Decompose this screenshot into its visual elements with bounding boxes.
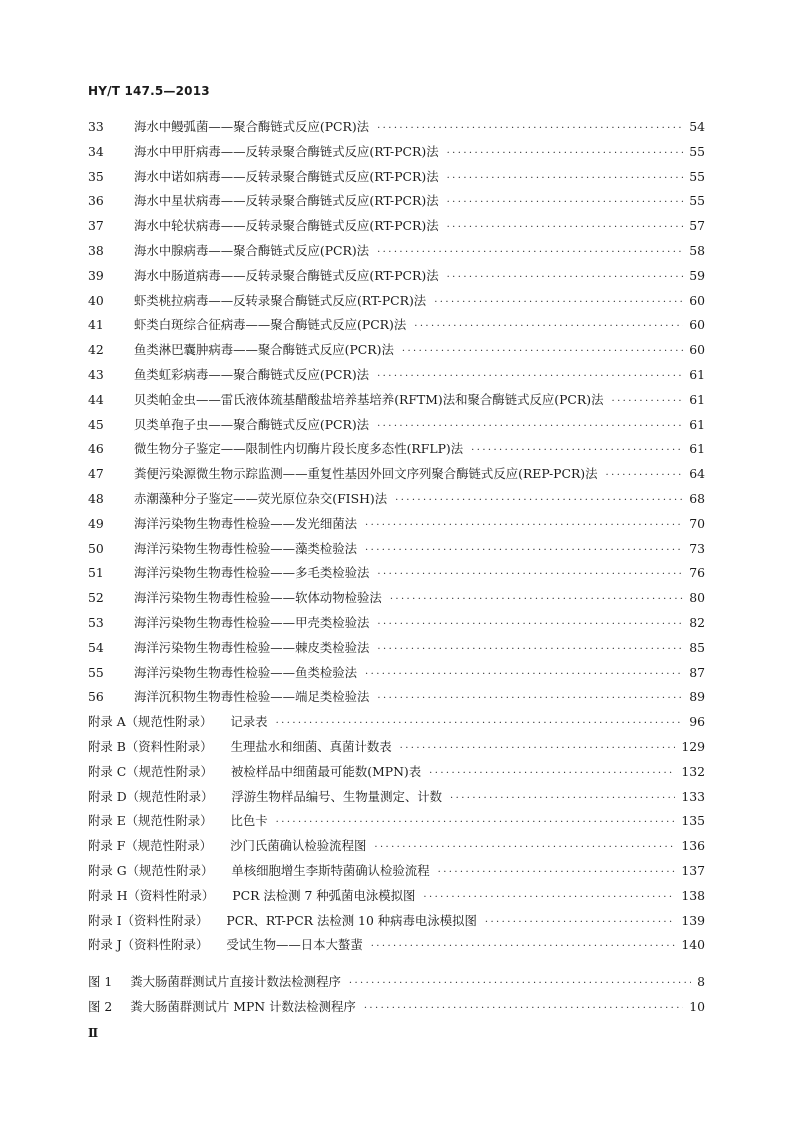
- entry-label: 图 2: [88, 998, 113, 1014]
- leader-dots: [377, 569, 683, 580]
- entry-page: 137: [681, 862, 705, 878]
- leader-dots: [471, 445, 683, 456]
- toc-entry[interactable]: [88, 464, 705, 489]
- entry-page: 96: [689, 714, 705, 730]
- leader-dots: [276, 718, 684, 729]
- entry-title: 记录表: [230, 714, 268, 730]
- entry-number: 46: [88, 441, 104, 457]
- entry-number: 35: [88, 168, 104, 184]
- toc-entry[interactable]: [88, 439, 705, 464]
- toc-entry[interactable]: [88, 216, 705, 241]
- entry-label: 附录 J（资料性附录）: [88, 937, 209, 953]
- entry-page: 54: [689, 119, 705, 134]
- entry-page: 138: [681, 887, 705, 903]
- entry-title: 海水中星状病毒——反转录聚合酶链式反应(RT-PCR)法: [134, 193, 439, 209]
- entry-title: 海洋污染物生物毒性检验——藻类检验法: [134, 540, 358, 556]
- entry-page: 57: [689, 218, 705, 234]
- entry-page: 136: [681, 838, 705, 854]
- entry-label: 附录 D（规范性附录）: [88, 788, 214, 804]
- entry-title: 贝类单孢子虫——聚合酶链式反应(PCR)法: [134, 416, 370, 432]
- entry-number: 37: [88, 218, 104, 234]
- toc-entry[interactable]: [88, 539, 705, 564]
- entry-title: 比色卡: [230, 813, 268, 829]
- document-code: HY/T 147.5—2013: [88, 84, 210, 98]
- entry-title: 赤潮藻种分子鉴定——荧光原位杂交(FISH)法: [134, 490, 388, 506]
- toc-entry[interactable]: [88, 663, 705, 688]
- entry-title: 海洋污染物生物毒性检验——棘皮类检验法: [134, 639, 370, 655]
- toc-entry[interactable]: [88, 415, 705, 440]
- entry-number: 49: [88, 515, 104, 531]
- toc-entry[interactable]: [88, 972, 705, 997]
- entry-page: 140: [681, 937, 705, 953]
- leader-dots: [377, 247, 683, 258]
- toc-entry[interactable]: [88, 935, 705, 960]
- entry-title: 被检样品中细菌最可能数(MPN)表: [230, 763, 422, 779]
- entry-number: 41: [88, 317, 104, 333]
- entry-number: 42: [88, 342, 104, 358]
- entry-title: 鱼类虹彩病毒——聚合酶链式反应(PCR)法: [134, 366, 370, 382]
- toc-entry[interactable]: [88, 811, 705, 836]
- toc-entry[interactable]: [88, 191, 705, 216]
- entry-page: 61: [689, 416, 705, 432]
- toc-entry[interactable]: [88, 638, 705, 663]
- entry-number: 47: [88, 466, 104, 482]
- entry-page: 133: [681, 788, 705, 804]
- entry-title: 浮游生物样品编号、生物量测定、计数: [231, 788, 443, 804]
- entry-page: 55: [689, 168, 705, 184]
- leader-dots: [349, 978, 691, 989]
- leader-dots: [447, 222, 684, 233]
- leader-dots: [400, 743, 676, 754]
- table-of-contents: [88, 117, 705, 1022]
- toc-entry[interactable]: [88, 613, 705, 638]
- entry-number: 38: [88, 242, 104, 258]
- toc-entry[interactable]: [88, 514, 705, 539]
- entry-page: 59: [689, 267, 705, 283]
- leader-dots: [423, 892, 675, 903]
- entry-page: 73: [689, 540, 705, 556]
- entry-page: 87: [689, 664, 705, 680]
- entry-title: 贝类帕金虫——雷氏液体巯基醋酸盐培养基培养(RFTM)法和聚合酶链式反应(PCR)法: [134, 391, 604, 407]
- toc-entry[interactable]: [88, 340, 705, 365]
- entry-page: 58: [689, 242, 705, 258]
- leader-dots: [485, 917, 675, 928]
- toc-entry[interactable]: [88, 117, 705, 142]
- entry-page: 61: [689, 366, 705, 382]
- entry-label: 附录 B（资料性附录）: [88, 738, 213, 754]
- leader-dots: [371, 941, 676, 952]
- entry-number: 40: [88, 292, 104, 308]
- toc-entry[interactable]: [88, 588, 705, 613]
- toc-entry[interactable]: [88, 911, 705, 936]
- entry-page: 55: [689, 193, 705, 209]
- entry-page: 80: [689, 590, 705, 606]
- section-gap: [88, 960, 705, 972]
- entry-title: 海水中诺如病毒——反转录聚合酶链式反应(RT-PCR)法: [134, 168, 439, 184]
- entry-title: 海水中轮状病毒——反转录聚合酶链式反应(RT-PCR)法: [134, 218, 439, 234]
- entry-label: 附录 I（资料性附录）: [88, 912, 209, 928]
- entry-title: 海洋沉积物生物毒性检验——端足类检验法: [134, 689, 370, 705]
- entry-number: 36: [88, 193, 104, 209]
- toc-entry[interactable]: [88, 836, 705, 861]
- entry-title: 生理盐水和细菌、真菌计数表: [230, 738, 392, 754]
- entry-title: 粪大肠菌群测试片 MPN 计数法检测程序: [130, 998, 356, 1014]
- leader-dots: [450, 793, 675, 804]
- entry-label: 附录 C（规范性附录）: [88, 763, 213, 779]
- page-number: Ⅱ: [88, 1026, 99, 1040]
- toc-entry[interactable]: [88, 861, 705, 886]
- entry-page: 85: [689, 639, 705, 655]
- entry-title: 微生物分子鉴定——限制性内切酶片段长度多态性(RFLP)法: [134, 441, 464, 457]
- leader-dots: [377, 421, 683, 432]
- entry-number: 39: [88, 267, 104, 283]
- entry-label: 附录 G（规范性附录）: [88, 862, 214, 878]
- leader-dots: [447, 148, 684, 159]
- leader-dots: [365, 545, 683, 556]
- leader-dots: [365, 520, 683, 531]
- toc-items: [88, 117, 705, 712]
- toc-entry[interactable]: [88, 687, 705, 712]
- entry-page: 60: [689, 317, 705, 333]
- entry-title: PCR、RT-PCR 法检测 10 种病毒电泳模拟图: [226, 912, 477, 928]
- leader-dots: [395, 495, 683, 506]
- toc-entry[interactable]: [88, 787, 705, 812]
- toc-entry[interactable]: [88, 315, 705, 340]
- leader-dots: [276, 817, 676, 828]
- toc-entry[interactable]: [88, 489, 705, 514]
- leader-dots: [447, 173, 684, 184]
- entry-title: 鱼类淋巴囊肿病毒——聚合酶链式反应(PCR)法: [134, 342, 394, 358]
- entry-page: 135: [681, 813, 705, 829]
- toc-entry[interactable]: [88, 762, 705, 787]
- entry-number: 55: [88, 664, 104, 680]
- entry-number: 50: [88, 540, 104, 556]
- leader-dots: [414, 321, 683, 332]
- toc-entry[interactable]: [88, 712, 705, 737]
- entry-label: 附录 H（资料性附录）: [88, 887, 215, 903]
- entry-number: 52: [88, 590, 104, 606]
- toc-entry[interactable]: [88, 142, 705, 167]
- entry-title: 海洋污染物生物毒性检验——多毛类检验法: [134, 565, 370, 581]
- leader-dots: [377, 644, 683, 655]
- entry-number: 33: [88, 119, 104, 134]
- leader-dots: [402, 346, 683, 357]
- entry-number: 51: [88, 565, 104, 581]
- toc-entry[interactable]: [88, 167, 705, 192]
- entry-title: 受试生物——日本大螯蜚: [226, 937, 363, 953]
- leader-dots: [447, 272, 684, 283]
- entry-page: 60: [689, 292, 705, 308]
- leader-dots: [377, 123, 683, 134]
- entry-title: 海洋污染物生物毒性检验——甲壳类检验法: [134, 614, 370, 630]
- entry-page: 76: [689, 565, 705, 581]
- entry-title: 沙门氏菌确认检验流程图: [230, 838, 367, 854]
- entry-label: 图 1: [88, 974, 113, 990]
- leader-dots: [447, 197, 684, 208]
- entry-title: PCR 法检测 7 种弧菌电泳模拟图: [232, 887, 416, 903]
- entry-page: 8: [697, 974, 705, 990]
- entry-number: 43: [88, 366, 104, 382]
- entry-title: 海水中甲肝病毒——反转录聚合酶链式反应(RT-PCR)法: [134, 143, 439, 159]
- entry-page: 82: [689, 614, 705, 630]
- leader-dots: [611, 396, 683, 407]
- toc-entry[interactable]: [88, 266, 705, 291]
- entry-number: 48: [88, 490, 104, 506]
- entry-page: 70: [689, 515, 705, 531]
- leader-dots: [377, 619, 683, 630]
- entry-title: 海洋污染物生物毒性检验——发光细菌法: [134, 515, 358, 531]
- leader-dots: [434, 297, 683, 308]
- entry-page: 64: [689, 466, 705, 482]
- toc-entry[interactable]: [88, 997, 705, 1022]
- toc-entry[interactable]: [88, 737, 705, 762]
- toc-annexes: [88, 712, 705, 960]
- entry-number: 54: [88, 639, 104, 655]
- leader-dots: [390, 594, 683, 605]
- leader-dots: [377, 693, 683, 704]
- entry-page: 10: [689, 998, 705, 1014]
- leader-dots: [365, 669, 683, 680]
- entry-title: 单核细胞增生李斯特菌确认检验流程: [231, 862, 430, 878]
- entry-label: 附录 A（规范性附录）: [88, 714, 213, 730]
- entry-title: 海水中腺病毒——聚合酶链式反应(PCR)法: [134, 242, 370, 258]
- toc-entry[interactable]: [88, 563, 705, 588]
- leader-dots: [429, 768, 675, 779]
- entry-page: 132: [681, 763, 705, 779]
- entry-label: 附录 E（规范性附录）: [88, 813, 213, 829]
- toc-entry[interactable]: [88, 365, 705, 390]
- entry-title: 粪便污染源微生物示踪监测——重复性基因外回文序列聚合酶链式反应(REP-PCR)法: [134, 466, 598, 482]
- entry-page: 89: [689, 689, 705, 705]
- entry-page: 139: [681, 912, 705, 928]
- leader-dots: [606, 470, 684, 481]
- entry-title: 海洋污染物生物毒性检验——软体动物检验法: [134, 590, 382, 606]
- entry-title: 虾类桃拉病毒——反转录聚合酶链式反应(RT-PCR)法: [134, 292, 427, 308]
- entry-page: 60: [689, 342, 705, 358]
- entry-page: 61: [689, 391, 705, 407]
- toc-entry[interactable]: [88, 390, 705, 415]
- entry-number: 56: [88, 689, 104, 705]
- entry-page: 68: [689, 490, 705, 506]
- entry-label: 附录 F（规范性附录）: [88, 838, 213, 854]
- toc-entry[interactable]: [88, 886, 705, 911]
- entry-title: 虾类白斑综合征病毒——聚合酶链式反应(PCR)法: [134, 317, 407, 333]
- leader-dots: [374, 842, 675, 853]
- entry-number: 34: [88, 143, 104, 159]
- toc-figures: [88, 972, 705, 1022]
- toc-entry[interactable]: [88, 241, 705, 266]
- toc-entry[interactable]: [88, 291, 705, 316]
- entry-page: 61: [689, 441, 705, 457]
- entry-number: 44: [88, 391, 104, 407]
- leader-dots: [438, 867, 676, 878]
- entry-number: 53: [88, 614, 104, 630]
- entry-number: 45: [88, 416, 104, 432]
- entry-title: 海水中鳗弧菌——聚合酶链式反应(PCR)法: [134, 119, 370, 134]
- entry-title: 粪大肠菌群测试片直接计数法检测程序: [130, 974, 341, 990]
- leader-dots: [364, 1003, 683, 1014]
- entry-title: 海洋污染物生物毒性检验——鱼类检验法: [134, 664, 358, 680]
- entry-page: 55: [689, 143, 705, 159]
- entry-page: 129: [681, 738, 705, 754]
- entry-title: 海水中肠道病毒——反转录聚合酶链式反应(RT-PCR)法: [134, 267, 439, 283]
- leader-dots: [377, 371, 683, 382]
